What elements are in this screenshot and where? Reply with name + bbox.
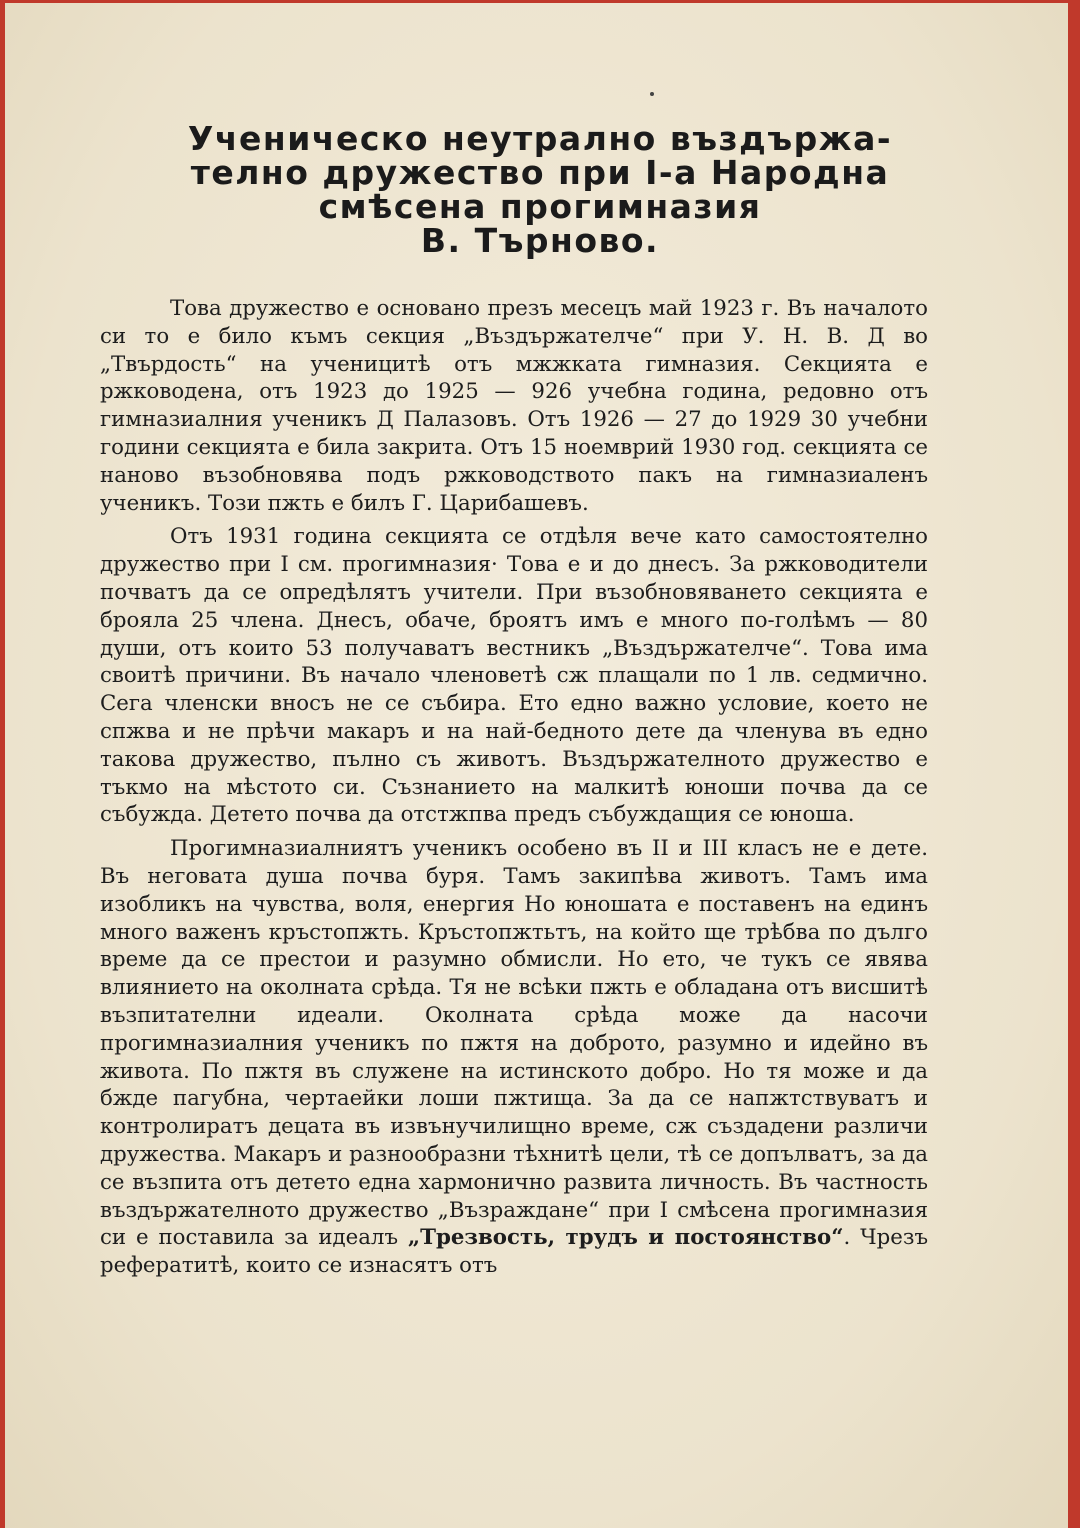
- title-line-1: Ученическо неутрално въздържа-: [187, 119, 893, 158]
- article-body: [100, 295, 928, 1286]
- page-title: [100, 119, 980, 260]
- page-edge-top: [0, 0, 1080, 3]
- page-edge-left: [0, 0, 5, 1528]
- paragraph-3-bold-motto: „Трезвость, трудъ и постоянство“: [407, 1225, 844, 1251]
- title-line-3: смѣсена прогимназия: [318, 187, 762, 226]
- paragraph-2: Отъ 1931 година секцията се отдѣля вече като самостоятелно дружество при I см. прогимназия· Това е и до днесъ. За ржководители почватъ да се опредѣлятъ учители. При възобновяването секцията е брояла 25 члена. Днесъ, обаче, броятъ имъ е много по-голѣмъ — 80 души, отъ които 53 получаватъ вестникъ „Въздържателче“. Това има своитѣ причини. Въ начало членоветѣ сж плащали по 1 лв. седмично. Сега членски вносъ не се събира. Ето едно важно условие, което не спжва и не прѣчи макаръ и на най-бедното дете да членува въ едно такова дружество, пълно съ животъ. Въздържателното дружество е тъкмо на мѣстото си. Съзнанието на малкитѣ юноши почва да се събужда. Детето почва да отстжпва предъ събуждащия се юноша.: [100, 524, 928, 828]
- ink-speck: [650, 92, 654, 96]
- title-line-4: В. Търново.: [420, 221, 660, 260]
- paragraph-3-tail: . Чрезъ рефератитѣ, които се изнасятъ отъ: [100, 1225, 929, 1279]
- page-edge-right: [1068, 0, 1080, 1528]
- paragraph-3-text: Прогимназиалниятъ ученикъ особено въ II и III класъ не е дете. Въ неговата душа почва буря. Тамъ закипѣва животъ. Тамъ има изобликъ на чувства, воля, енергия Но юношата е поставенъ на единъ много важенъ кръстопжть. Кръстопжтьтъ, на който ще трѣбва по дълго време да се престои и разумно обмисли. Но ето, че тукъ се явява влиянието на околната срѣда. Тя не всѣки пжть е обладана отъ висшитѣ възпитателни идеали. Околната срѣда може да насочи прогимназиалния ученикъ по пжтя на доброто, разумно и идейно въ живота. По пжтя въ служене на истинското добро. Но тя може и да бжде пагубна, чертаейки лоши пжтища. За да се напжтствуватъ и контролиратъ децата въ извънучилищно време, сж създадени различи дружества. Макаръ и разнообразни тѣхнитѣ цели, тѣ се допълватъ, за да се възпита отъ детето една хармонично развита личность. Въ частность въздържателното дружество „Възраждане“ при I смѣсена прогимназия си е поставила за идеалъ: [100, 836, 928, 1251]
- paragraph-3: [100, 835, 928, 1280]
- title-line-2: телно дружество при I-а Народна: [190, 153, 890, 192]
- paragraph-1: Това дружество е основано презъ месецъ май 1923 г. Въ началото си то е било къмъ секция „Въздържателче“ при У. Н. В. Д во „Твърдость“ на ученицитѣ отъ мжжката гимназия. Секцията е ржководена, отъ 1923 до 1925 — 926 учебна година, редовно отъ гимназиалния ученикъ Д Палазовъ. Отъ 1926 — 27 до 1929 30 учебни години секцията е била закрита. Отъ 15 ноемврий 1930 год. секцията се наново възобновява подъ ржководството пакъ на гимназиаленъ ученикъ. Този пжть е билъ Г. Царибашевъ.: [100, 296, 928, 516]
